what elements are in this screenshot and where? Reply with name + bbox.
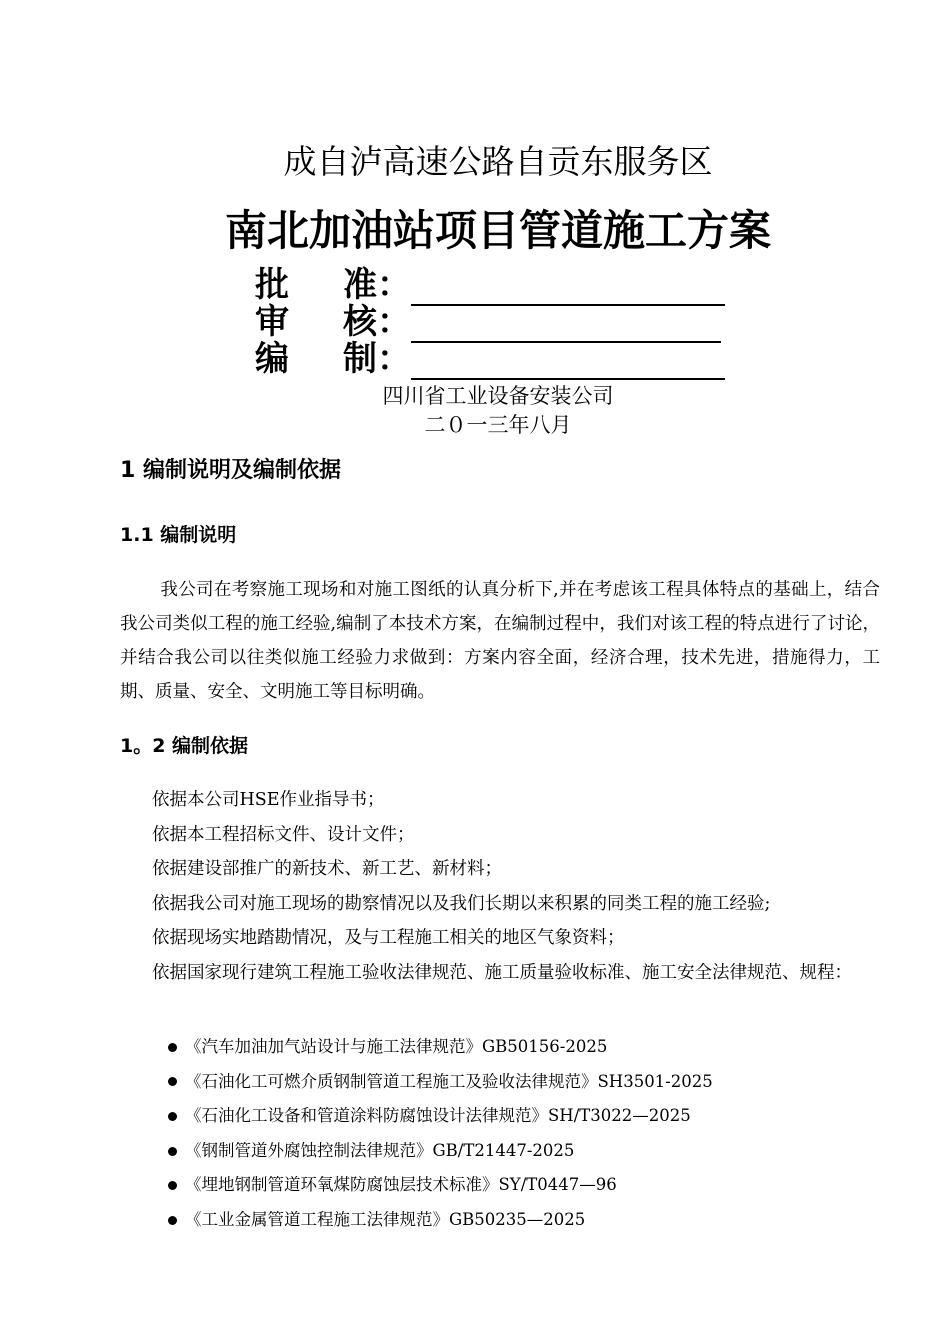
cover-title-line1: 成自泸高速公路自贡东服务区 xyxy=(283,142,713,181)
reference-text: 《工业金属管道工程施工法律规范》GB50235—2025 xyxy=(185,1209,586,1229)
approve-label-char2: 准： xyxy=(343,265,411,305)
reference-text: 《石油化工设备和管道涂料防腐蚀设计法律规范》SH/T3022—2025 xyxy=(185,1106,691,1126)
basis-item: 依据现场实地踏勘情况，及与工程施工相关的地区气象资料； xyxy=(152,928,625,948)
reference-item xyxy=(168,1065,713,1100)
subsection-heading-1: 1.1 编制说明 xyxy=(120,524,237,546)
document-date: 二０一三年八月 xyxy=(424,413,572,437)
reference-text: 《汽车加油加气站设计与施工法律规范》GB50156-2025 xyxy=(185,1037,608,1056)
reference-text: 《石油化工可燃介质钢制管道工程施工及验收法律规范》SH3501-2025 xyxy=(185,1071,713,1091)
approve-label-char1: 批 xyxy=(255,265,289,305)
compilation-description xyxy=(120,573,880,709)
basis-item xyxy=(120,956,880,991)
bullet-icon xyxy=(168,1112,177,1121)
basis-item: 依据我公司对施工现场的勘察情况以及我们长期以来积累的同类工程的施工经验; xyxy=(152,893,771,914)
cover-title-line2: 南北加油站项目管道施工方案 xyxy=(224,206,771,255)
bullet-icon xyxy=(168,1043,177,1052)
basis-item: 依据本工程招标文件、设计文件； xyxy=(152,824,415,845)
reference-item xyxy=(168,1203,713,1238)
reference-text: 《钢制管道外腐蚀控制法律规范》GB/T21447-2025 xyxy=(185,1140,575,1160)
basis-list xyxy=(120,783,880,990)
bullet-icon xyxy=(168,1216,177,1225)
compile-field xyxy=(255,340,725,380)
compile-label-char1: 编 xyxy=(255,339,289,379)
bullet-icon xyxy=(168,1147,177,1156)
basis-item: 依据建设部推广的新技术、新工艺、新材料； xyxy=(152,859,502,879)
compile-signature-line xyxy=(411,348,725,380)
basis-item-text: 依据国家现行建筑工程施工验收法律规范、施工质量验收标准、施工安全法律规范、规程： xyxy=(152,962,852,983)
section-heading: 1 编制说明及编制依据 xyxy=(120,458,341,483)
review-label-char1: 审 xyxy=(255,302,289,342)
company-name: 四川省工业设备安装公司 xyxy=(382,384,614,408)
subsection-heading-2: 1。2 编制依据 xyxy=(120,735,249,757)
review-label-char2: 核： xyxy=(343,302,411,342)
basis-item: 依据本公司HSE作业指导书； xyxy=(152,790,385,810)
reference-item xyxy=(168,1099,713,1134)
review-signature-line xyxy=(411,311,721,343)
bullet-icon xyxy=(168,1181,177,1190)
approve-signature-line xyxy=(411,274,725,306)
reference-item xyxy=(168,1168,713,1203)
reference-standards-list xyxy=(168,1030,713,1238)
bullet-icon xyxy=(168,1077,177,1086)
reference-item xyxy=(168,1134,713,1169)
reference-item xyxy=(168,1030,713,1065)
reference-text: 《埋地钢制管道环氧煤防腐蚀层技术标准》SY/T0447—96 xyxy=(185,1175,617,1195)
compile-label-char2: 制： xyxy=(343,339,411,379)
description-text: 我公司在考察施工现场和对施工图纸的认真分析下,并在考虑该工程具体特点的基础上，结合我公司类似工程的施工经验,编制了本技术方案，在编制过程中，我们对该工程的特点进行了讨论，并结合我公司以往类似施工经验力求做到：方案内容全面，经济合理，技术先进，措施得力，工期、质量、安全、文明施工等目标明确。 xyxy=(120,580,880,702)
